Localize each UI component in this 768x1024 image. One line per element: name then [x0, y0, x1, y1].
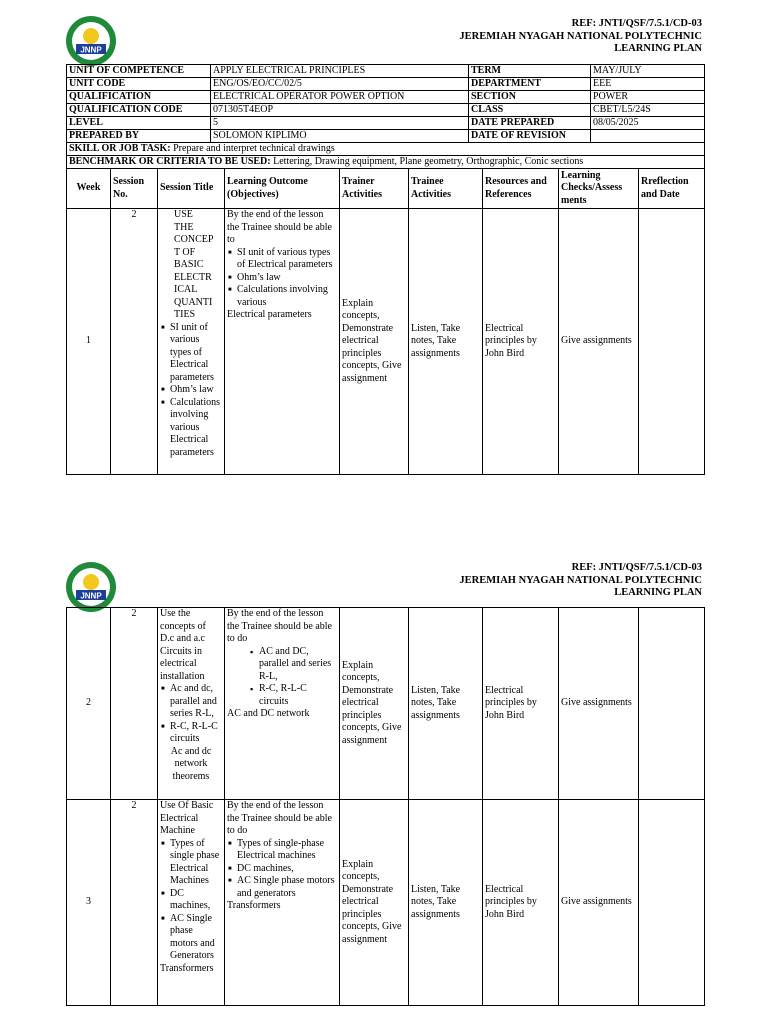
week-cell: 2 [67, 608, 111, 800]
week-cell: 3 [67, 800, 111, 1006]
outcome-bullets [227, 646, 337, 709]
prepared-by-label: PREPARED BY [67, 130, 211, 143]
term-label: TERM [469, 65, 591, 78]
session-title-bullets [160, 838, 222, 963]
trainer-activities-cell: Explain concepts, Demonstrate electrical principles concepts, Give assignment [340, 800, 409, 1006]
list-item: ■ DC machines, [170, 888, 222, 913]
resources-cell: Electrical principles by John Bird [483, 209, 559, 475]
document-header [459, 562, 702, 600]
prepared-by-value: SOLOMON KIPLIMO [211, 130, 469, 143]
qualification-code-value: 071305T4EOP [211, 104, 469, 117]
list-item: ■ Types of single phase Electrical Machines [170, 838, 222, 888]
list-item: ■ DC machines, [237, 863, 337, 876]
list-item: ■ R-C, R-L-C circuits [170, 721, 222, 746]
col-learning-checks: Learning Checks/Assess ments [559, 169, 639, 209]
list-item: ■ AC Single phase motors and generators [237, 875, 337, 900]
skill-label: SKILL OR JOB TASK: [69, 143, 171, 154]
section-value: POWER [591, 91, 705, 104]
col-session-no: Session No. [111, 169, 158, 209]
institution-logo [64, 560, 118, 614]
level-value: 5 [211, 117, 469, 130]
class-label: CLASS [469, 104, 591, 117]
reflection-cell [639, 209, 705, 475]
col-trainee-activities: Trainee Activities [409, 169, 483, 209]
col-session-title: Session Title [158, 169, 225, 209]
ref-code: REF: JNTI/QSF/7.5.1/CD-03 [571, 562, 702, 573]
svg-text:JNNP: JNNP [80, 45, 102, 55]
session-title-cell: Use Of Basic Electrical Machine ■ Types of single phase Electrical Machines ■ DC machines, ■ AC Single phase motors and Generators Transformers [158, 800, 225, 1006]
department-label: DEPARTMENT [469, 78, 591, 91]
list-item: ■ Calculations involving various Electrical parameters [170, 397, 222, 460]
learning-outcome-cell: By the end of the lesson the Trainee should be able to do ■ Types of single-phase Electrical machines ■ DC machines, ■ AC Single phase motors and generators Transformers [225, 800, 340, 1006]
unit-code-label: UNIT CODE [67, 78, 211, 91]
reflection-cell [639, 800, 705, 1006]
list-item: ■ Ohm’s law [170, 384, 222, 397]
learning-checks-cell: Give assignments [559, 800, 639, 1006]
list-item: ■ AC Single phase motors and Generators [170, 913, 222, 963]
skill-row [67, 143, 705, 156]
document-header [459, 18, 702, 56]
session-title-heading: USE THE CONCEP T OF BASIC ELECTR ICAL QUANTI TIES [174, 209, 214, 320]
learning-outcome-cell: By the end of the lesson the Trainee should be able to do ▪ AC and DC, parallel and series R-L, ▪ R-C, R-L-C circuits AC and DC network [225, 608, 340, 800]
session-no-cell: 2 [111, 608, 158, 800]
trainer-activities-cell: Explain concepts, Demonstrate electrical principles concepts, Give assignment [340, 608, 409, 800]
list-item: ■ Ohm’s law [237, 272, 337, 285]
benchmark-row [67, 156, 705, 169]
skill-value: Prepare and interpret technical drawings [170, 143, 335, 154]
date-of-revision-value [591, 130, 705, 143]
session-no-cell: 2 [111, 209, 158, 475]
learning-outcome-cell: By the end of the lesson the Trainee should be able to ■ SI unit of various types of Electrical parameters ■ Ohm’s law ■ Calculations involving various Electrical parameters [225, 209, 340, 475]
section-label: SECTION [469, 91, 591, 104]
list-item: ■ Ac and dc, parallel and series R-L, [170, 683, 222, 721]
list-item: ■ SI unit of various types of Electrical parameters [170, 322, 222, 385]
ref-code: REF: JNTI/QSF/7.5.1/CD-03 [571, 18, 702, 29]
term-value: MAY/JULY [591, 65, 705, 78]
session-title-heading: Use the concepts of D.c and a.c Circuits in electrical installation [160, 608, 206, 682]
benchmark-label: BENCHMARK OR CRITERIA TO BE USED: [69, 156, 271, 167]
date-of-revision-label: DATE OF REVISION [469, 130, 591, 143]
plan-table-page-1 [66, 168, 705, 475]
list-item: ■ Types of single-phase Electrical machines [237, 838, 337, 863]
learning-checks-cell: Give assignments [559, 209, 639, 475]
session-title-bullets [160, 683, 222, 746]
col-week: Week [67, 169, 111, 209]
institution-logo [64, 14, 118, 68]
table-row [67, 800, 705, 1006]
unit-of-competence-value: APPLY ELECTRICAL PRINCIPLES [211, 65, 469, 78]
unit-of-competence-label: UNIT OF COMPETENCE [67, 65, 211, 78]
qualification-code-label: QUALIFICATION CODE [67, 104, 211, 117]
date-prepared-value: 08/05/2025 [591, 117, 705, 130]
session-title-bullets [160, 322, 222, 460]
outcome-bullets [227, 838, 337, 901]
institution-name: JEREMIAH NYAGAH NATIONAL POLYTECHNIC [459, 30, 702, 42]
table-row [67, 608, 705, 800]
level-label: LEVEL [67, 117, 211, 130]
plan-table-page-2 [66, 607, 705, 1006]
department-value: EEE [591, 78, 705, 91]
session-no-cell: 2 [111, 800, 158, 1006]
session-title-heading: Use Of Basic Electrical Machine [160, 800, 214, 836]
col-reflection: Rreflection and Date [639, 169, 705, 209]
session-title-cell: Use the concepts of D.c and a.c Circuits in electrical installation ■ Ac and dc, parallel and series R-L, ■ R-C, R-L-C circuits Ac and dc network theorems [158, 608, 225, 800]
table-row [67, 209, 705, 475]
qualification-value: ELECTRICAL OPERATOR POWER OPTION [211, 91, 469, 104]
col-learning-outcome: Learning Outcome (Objectives) [225, 169, 340, 209]
outcome-bullets [227, 247, 337, 310]
qualification-label: QUALIFICATION [67, 91, 211, 104]
list-item: ▪ AC and DC, parallel and series R-L, [259, 646, 337, 684]
resources-cell: Electrical principles by John Bird [483, 800, 559, 1006]
document-title: LEARNING PLAN [614, 43, 702, 54]
svg-text:JNNP: JNNP [80, 591, 102, 601]
plan-header-row [67, 169, 705, 209]
trainee-activities-cell: Listen, Take notes, Take assignments [409, 209, 483, 475]
col-resources: Resources and References [483, 169, 559, 209]
trainee-activities-cell: Listen, Take notes, Take assignments [409, 608, 483, 800]
list-item: ■ SI unit of various types of Electrical parameters [237, 247, 337, 272]
week-cell: 1 [67, 209, 111, 475]
class-value: CBET/L5/24S [591, 104, 705, 117]
list-item: ■ Calculations involving various [237, 284, 337, 309]
benchmark-value: Lettering, Drawing equipment, Plane geometry, Orthographic, Conic sections [270, 156, 584, 167]
trainee-activities-cell: Listen, Take notes, Take assignments [409, 800, 483, 1006]
session-title-cell [158, 209, 225, 475]
col-trainer-activities: Trainer Activities [340, 169, 409, 209]
resources-cell: Electrical principles by John Bird [483, 608, 559, 800]
trainer-activities-cell: Explain concepts, Demonstrate electrical principles concepts, Give assignment [340, 209, 409, 475]
list-item: ▪ R-C, R-L-C circuits [259, 683, 337, 708]
document-title: LEARNING PLAN [614, 587, 702, 598]
plan-meta-table [66, 64, 705, 169]
unit-code-value: ENG/OS/EO/CC/02/5 [211, 78, 469, 91]
institution-name: JEREMIAH NYAGAH NATIONAL POLYTECHNIC [459, 574, 702, 586]
learning-checks-cell: Give assignments [559, 608, 639, 800]
date-prepared-label: DATE PREPARED [469, 117, 591, 130]
reflection-cell [639, 608, 705, 800]
